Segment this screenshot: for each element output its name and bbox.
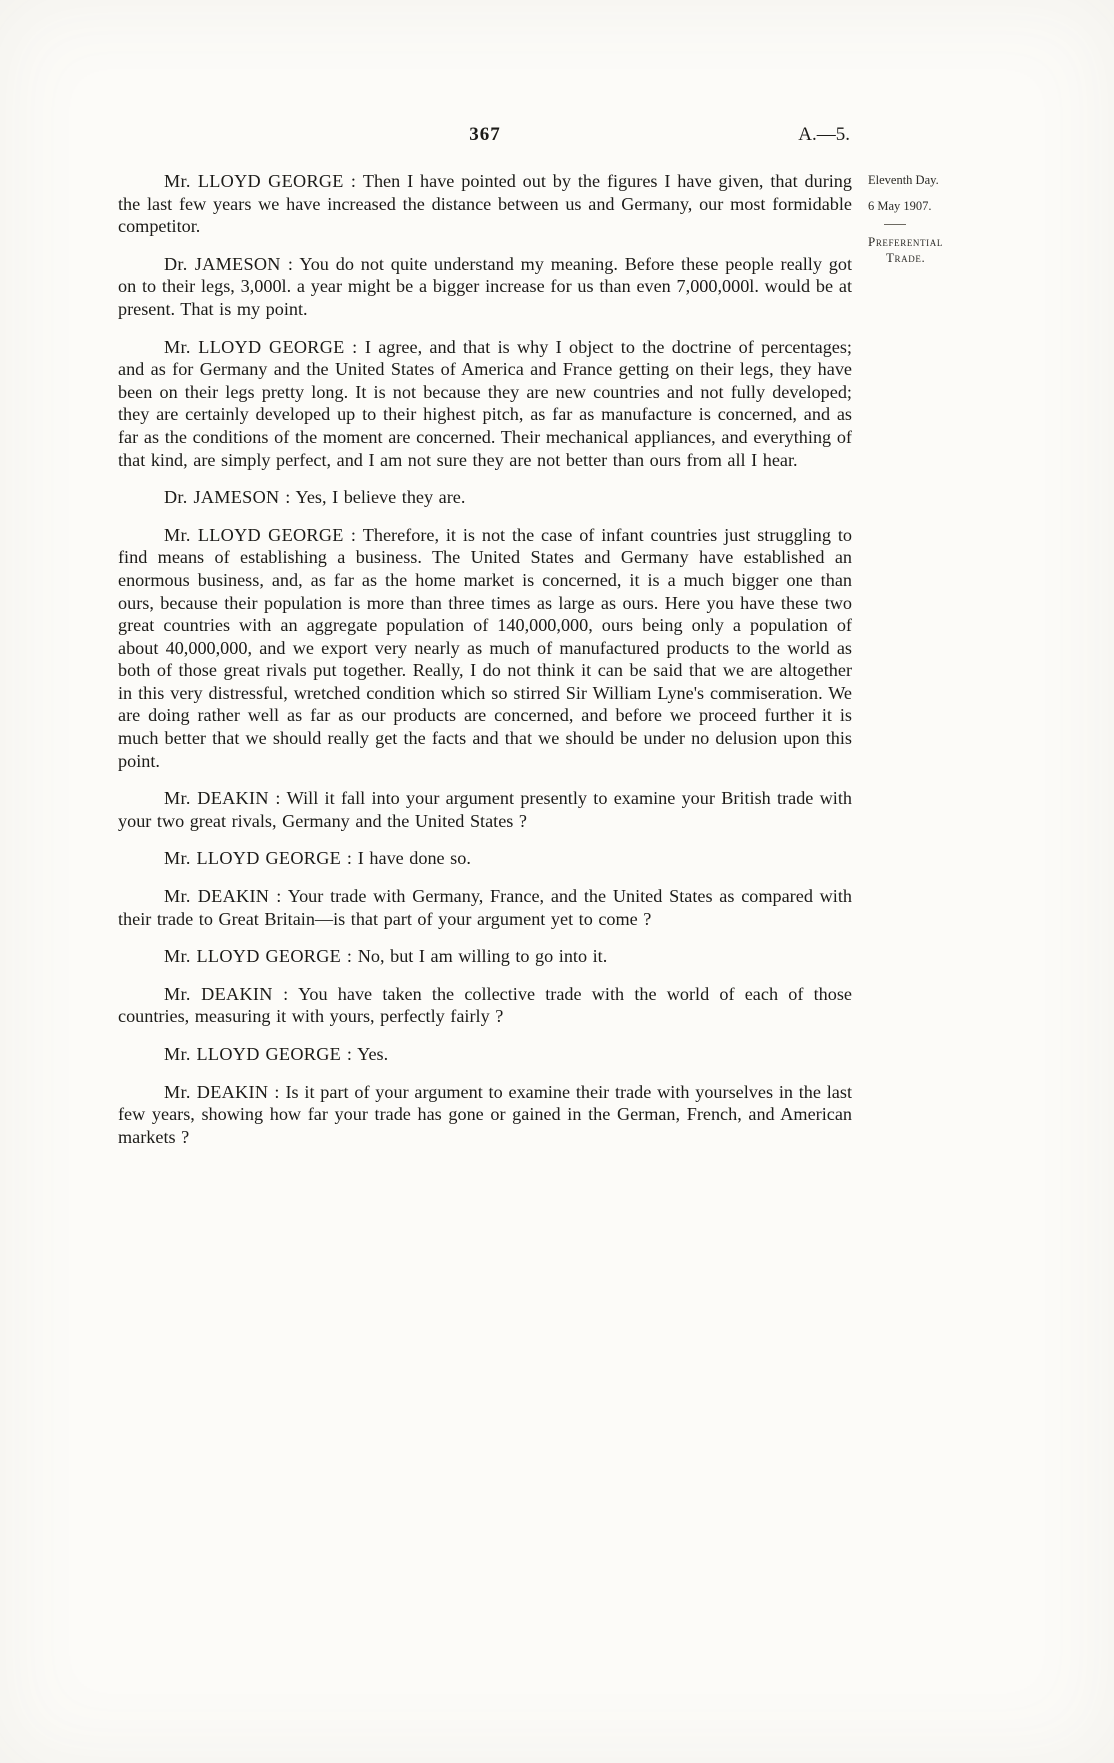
- margin-topic-line2: Trade.: [886, 249, 926, 265]
- speech-text: Yes.: [357, 1044, 389, 1064]
- speaker-name: Mr. LLOYD GEORGE :: [164, 524, 357, 545]
- speech-text: Yes, I believe they are.: [295, 487, 466, 508]
- speaker-name: Dr. JAMESON :: [164, 253, 294, 274]
- speaker-name: Mr. LLOYD GEORGE :: [164, 171, 357, 191]
- margin-note-divider: [884, 224, 906, 225]
- dialogue-paragraph: [118, 170, 852, 238]
- speaker-name: Mr. DEAKIN :: [164, 886, 282, 907]
- speech-text: No, but I am willing to go into it.: [357, 946, 608, 967]
- dialogue-paragraph: [118, 787, 852, 832]
- speaker-name: Mr. LLOYD GEORGE :: [164, 336, 358, 357]
- dialogue-paragraph: [118, 1043, 852, 1066]
- dialogue-paragraph: [118, 847, 852, 870]
- page-number: 367: [469, 124, 501, 145]
- dialogue-paragraph: [118, 1081, 852, 1149]
- dialogue-paragraph: [118, 486, 852, 509]
- page-header: [118, 124, 852, 150]
- dialogue-paragraph: [118, 983, 852, 1028]
- speaker-name: Mr. DEAKIN :: [164, 983, 289, 1004]
- speaker-name: Dr. JAMESON :: [164, 487, 291, 508]
- speech-text: Then I have pointed out by the figures I have given, that during the last few years we have increased the distance between us and Germany, our most formidable competitor.: [118, 171, 852, 237]
- speech-text: You have taken the collective trade with the world of each of those countries, measuring it with yours, perfectly fairly ?: [118, 983, 852, 1027]
- speech-text: I agree, and that is why I object to the doctrine of percentages; and as for Germany and the United States of America and France getting on their legs, they have been on their legs pretty long. It is not because they are new countries and not fully developed; they are certainly developed up to their highest pitch, as far as manufacture is concerned, and as far as the conditions of the moment are concerned. Their mechanical appliances, and everything of that kind, are simply perfect, and I am not sure they are not better than ours from all I hear.: [118, 336, 852, 470]
- speech-text: Therefore, it is not the case of infant countries just struggling to find means of establishing a business. The United States and Germany have established an enormous business, and, as far as the home market is concerned, it is a much bigger one than ours, because their population is more than three times as large as ours. Here you have these two great countries with an aggregate population of 140,000,000, ours being only a population of about 40,000,000, and we export very nearly as much of manufactured products to the world as both of those great rivals put together. Really, I do not think it can be said that we are altogether in this very distressful, wretched condition which so stirred Sir William Lyne's commiseration. We are doing rather well as far as our products are concerned, and before we proceed further it is much better that we should really get the facts and that we should be under no delusion upon this point.: [118, 524, 852, 771]
- dialogue-paragraph: [118, 253, 852, 321]
- dialogue-paragraph: [118, 945, 852, 968]
- speech-text: You do not quite understand my meaning. Before these people really got on to their legs, 3,000l. a year might be a bigger increase for us than even 7,000,000l. would be at present. That is my point.: [118, 253, 852, 319]
- margin-note-date: 6 May 1907.: [868, 199, 932, 214]
- main-text-column: [118, 124, 852, 1163]
- speech-text: Will it fall into your argument presently to examine your British trade with your two great rivals, Germany and the United States ?: [118, 788, 852, 831]
- speaker-name: Mr. DEAKIN :: [164, 788, 281, 809]
- speaker-name: Mr. LLOYD GEORGE :: [164, 946, 353, 967]
- margin-note-day: Eleventh Day.: [868, 173, 939, 187]
- speech-text: Your trade with Germany, France, and the United States as compared with their trade to Great Britain—is that part of your argument yet to come ?: [118, 886, 853, 929]
- document-reference: A.—5.: [798, 124, 850, 145]
- dialogue-paragraph: [118, 885, 852, 930]
- dialogue-paragraph: [118, 524, 852, 773]
- speech-text: Is it part of your argument to examine their trade with yourselves in the last few years, showing how far your trade has gone or gained in the German, French, and American markets ?: [118, 1081, 853, 1147]
- speech-text: I have done so.: [357, 848, 471, 869]
- margin-topic-line1: Preferential: [868, 233, 943, 249]
- margin-note-topic: [868, 234, 980, 266]
- margin-notes: [868, 172, 980, 266]
- dialogue-paragraph: [118, 336, 852, 472]
- speaker-name: Mr. DEAKIN :: [164, 1081, 280, 1102]
- speaker-name: Mr. LLOYD GEORGE :: [164, 1044, 353, 1064]
- speaker-name: Mr. LLOYD GEORGE :: [164, 848, 353, 869]
